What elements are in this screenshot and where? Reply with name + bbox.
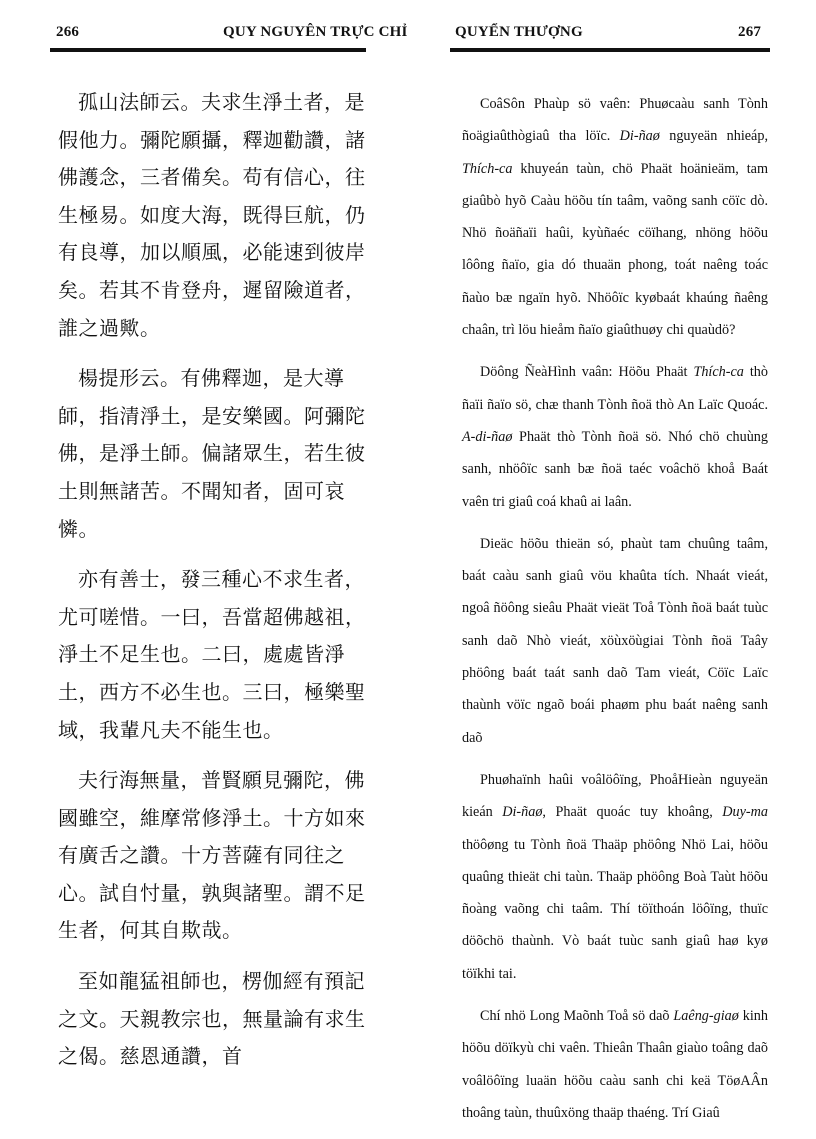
italic-name: Thích-ca <box>693 364 744 381</box>
text-run: thöôøng tu Tònh ñoä Thaäp phöông Nhö Lai, höõu quaûng thieät chi taùn. Thaäp phöông Boà Taùt höõu ñoàng vaõng chi taâm. Thí töïthoán löôïng, thuïc döõchö thaùnh. Vò baát tuùc sanh giaû haø kyø töïkhi tai. <box>462 836 768 982</box>
left-header-rule <box>50 48 366 52</box>
text-run: Chí nhö Long Maõnh Toå sö daõ <box>480 1008 674 1025</box>
text-run: Dieäc höõu thieän só, phaùt tam chuûng taâm, baát caàu sanh giaû vöu khaûta tích. Nhaát vieát, ngoâ ñöông sieâu Phaät vieät Toå Tònh ñoä baát tuùc sanh daõ Nhò vieát, xöùxöùgiai Tònh ñoä Taây phöông baát taát sanh daõ Tam vieát, Cöïc Laïc thaùnh vöïc ngaõ boái phaøm phu baát naêng sanh daõ <box>462 535 768 746</box>
paragraph <box>462 764 768 990</box>
italic-name: Duy-ma <box>722 804 768 821</box>
paragraph: 至如龍猛祖師也，楞伽經有預記之文。天親教宗也，無量論有求生之偈。慈恩通讚，首 <box>58 969 366 1069</box>
left-running-title: QUY NGUYÊN TRỰC CHỈ <box>223 24 408 40</box>
left-page-number: 266 <box>56 24 80 40</box>
text-run: Phaät thò Tònh ñoä sö. Nhó chö chuùng sanh, nhöôïc sanh bæ ñoä taéc voâchö khoå Baát vaên tri giaû coá khaû ai laân. <box>462 428 768 510</box>
text-run: kinh höõu döïkyù chi vaên. Thieân Thaân giaùo toâng daõ voâlöôïng luaän höõu caàu sanh chi keä TöøAÂn thoâng taùn, thuûxöng thaäp thaéng. Trí Giaû <box>462 1008 768 1121</box>
right-header-rule <box>450 48 770 52</box>
right-page-body <box>462 88 768 1139</box>
paragraph: 孤山法師云。夫求生淨土者，是假他力。彌陀願攝，釋迦勸讚，諸佛護念，三者備矣。苟有信心，往生極易。如度大海，既得巨航，仍有良導，加以順風，必能速到彼岸矣。若其不肯登舟，遲留險道者，誰之過歟。 <box>58 90 366 340</box>
text-run: nguyeän nhieáp, <box>659 128 768 145</box>
italic-name: Thích-ca <box>462 160 513 177</box>
text-run: Döông ÑeàHình vaân: Höõu Phaät <box>480 364 694 381</box>
paragraph: 楊提形云。有佛釋迦，是大導師，指清淨土，是安樂國。阿彌陀佛，是淨土師。偏諸眾生，若生彼土則無諸苦。不聞知者，固可哀憐。 <box>58 366 366 541</box>
italic-name: Di-ñaø <box>619 128 660 145</box>
italic-name: Laêng-giaø <box>673 1008 739 1025</box>
text-run: khuyeán taùn, chö Phaät hoänieäm, tam giaûbò hyõ Caàu höõu tín taâm, vaõng sanh cöïc dò. Nhö ñoäñaïi haûi, kyùñaéc cöïhang, nhöng höõu lôông ñaïo, gia dó thuaän phong, toát naêng toác ñaùo bæ ngaïn hyõ. Nhöôïc kyøbaát khaúng ñaêng chaân, trì löu hieåm ñaïo giaûthuøy chi quaùdö? <box>462 160 768 339</box>
italic-name: Di-ñaø <box>502 804 543 821</box>
text-run: , Phaät quoác tuy khoâng, <box>542 804 723 821</box>
italic-name: A-di-ñaø <box>462 428 513 445</box>
text-run: thò ñaïi ñaïo sö, chæ thanh Tònh ñoä thò An Laïc Quoác. <box>462 364 768 413</box>
paragraph <box>462 88 768 346</box>
text-run: CoâSôn Phaùp sö vaên: Phuøcaàu sanh Tònh ñoägiaûthògiaû tha löïc. <box>462 96 768 145</box>
text-run: Phuøhaïnh haûi voâlöôïng, PhoåHieàn nguyeän kieán <box>462 771 768 821</box>
paragraph: 亦有善士，發三種心不求生者，尤可嗟惜。一曰，吾當超佛越祖，淨土不足生也。二曰，處處皆淨土，西方不必生也。三曰，極樂聖域，我輩凡夫不能生也。 <box>58 567 366 742</box>
left-page-body <box>58 84 378 1089</box>
right-page-number: 267 <box>738 24 762 40</box>
paragraph <box>462 1000 768 1129</box>
paragraph <box>462 528 768 754</box>
right-running-title: QUYỂN THƯỢNG <box>455 24 583 40</box>
paragraph <box>462 356 768 517</box>
paragraph: 夫行海無量，普賢願見彌陀，佛國雖空，維摩常修淨土。十方如來有廣舌之讚。十方菩薩有同往之心。試自忖量，孰與諸聖。謂不足生者，何其自欺哉。 <box>58 768 366 943</box>
